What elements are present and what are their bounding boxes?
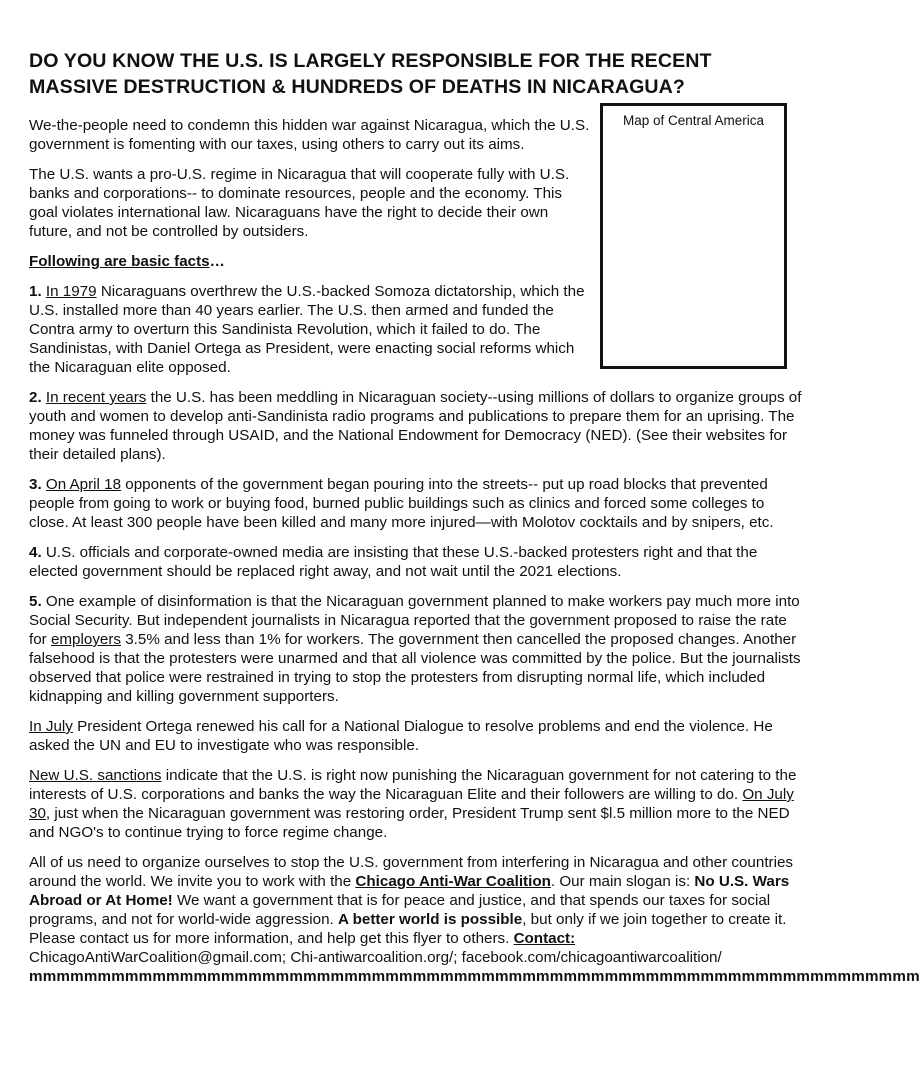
flyer-body: [29, 116, 920, 986]
fact-4: 4. U.S. officials and corporate-owned media are insisting that these U.S.-backed protesters right and that the elected government should be replaced right away, and not wait until the 2021 elections.: [29, 544, 758, 580]
fact-1: 1. In 1979 Nicaraguans overthrew the U.S.-backed Somoza dictatorship, which the U.S. installed more than 40 years earlier. The U.S. then armed and funded the Contra army to overturn this Sandinista Revolution, which it failed to do. The Sandinistas, with Daniel Ortega as President, were enacting social reforms which the Nicaraguan elite opposed.: [29, 283, 585, 376]
sanctions-paragraph: New U.S. sanctions indicate that the U.S. is right now punishing the Nicaraguan government for not catering to the interests of U.S. corporations and banks the way the Nicaraguan Elite and their followers are willing to do. On July 30, just when the Nicaraguan government was restoring order, President Trump sent $l.5 million more to the NED and NGO's to continue trying to force regime change.: [29, 767, 797, 841]
facts-heading: Following are basic facts…: [29, 253, 225, 270]
coalition-link[interactable]: Chicago Anti-War Coalition: [355, 873, 551, 890]
headline: [29, 48, 799, 100]
flyer-header: [29, 48, 799, 100]
filler-line: mmmmmmmmmmmmmmmmmmmmmmmmmmmmmmmmmmmmmmmmmmmmmmmmmmmmmmmmmmmmmmmmm: [29, 968, 920, 985]
headline-line-2: MASSIVE DESTRUCTION & HUNDREDS OF DEATHS IN NICARAGUA?: [29, 76, 686, 98]
fact-3: 3. On April 18 opponents of the government began pouring into the streets-- put up road blocks that prevented people from going to work or buying food, burned public buildings such as clinics and forced some colleges to close. At least 300 people have been killed and many more injured—with Molotov cocktails and by snipers, etc.: [29, 476, 774, 531]
fact-5: 5. One example of disinformation is that the Nicaraguan government planned to make workers pay much more into Social Security. But independent journalists in Nicaragua reported that the government proposed to raise the rate for employers 3.5% and less than 1% for workers. The government then cancelled the proposed changes. Another falsehood is that the protesters were unarmed and that all violence was committed by the police. But the journalists observed that police were restrained in trying to stop the protesters from disrupting normal life, which included kidnapping and killing government supporters.: [29, 593, 801, 705]
closing-paragraph: All of us need to organize ourselves to stop the U.S. government from interfering in Nicaragua and other countries around the world. We invite you to work with the Chicago Anti-War Coalition. Our main slogan is: No U.S. Wars Abroad or At Home! We want a government that is for peace and justice, and that spends our taxes for social programs, and not for world-wide aggression. A better world is possible, but only if we join together to create it. Please contact us for more information, and help get this flyer to others. Contact: ChicagoAntiWarCoalition@gmail.com; Chi-antiwarcoalition.org/; facebook.com/chicagoantiwarcoalition/: [29, 854, 794, 966]
intro-paragraph-2: The U.S. wants a pro-U.S. regime in Nicaragua that will cooperate fully with U.S. banks and corporations-- to dominate resources, people and the economy. This goal violates international law. Nicaraguans have the right to decide their own future, and not be controlled by outsiders.: [29, 166, 570, 240]
intro-paragraph-1: We-the-people need to condemn this hidden war against Nicaragua, which the U.S. government is fomenting with our taxes, using others to carry out its aims.: [29, 117, 590, 153]
headline-line-1: DO YOU KNOW THE U.S. IS LARGELY RESPONSIBLE FOR THE RECENT: [29, 50, 712, 72]
july-paragraph: In July President Ortega renewed his call for a National Dialogue to resolve problems and end the violence. He asked the UN and EU to investigate who was responsible.: [29, 718, 773, 754]
fact-2: 2. In recent years the U.S. has been meddling in Nicaraguan society--using millions of dollars to organize groups of youth and women to develop anti-Sandinista radio programs and publications to prepare them for an uprising. The money was funneled through USAID, and the National Endowment for Democracy (NED). (See their websites for their detailed plans).: [29, 389, 802, 463]
contact-details[interactable]: ChicagoAntiWarCoalition@gmail.com; Chi-antiwarcoalition.org/; facebook.com/chicagoantiwarcoalition/: [29, 949, 722, 966]
map-caption: Map of Central America: [622, 113, 765, 128]
